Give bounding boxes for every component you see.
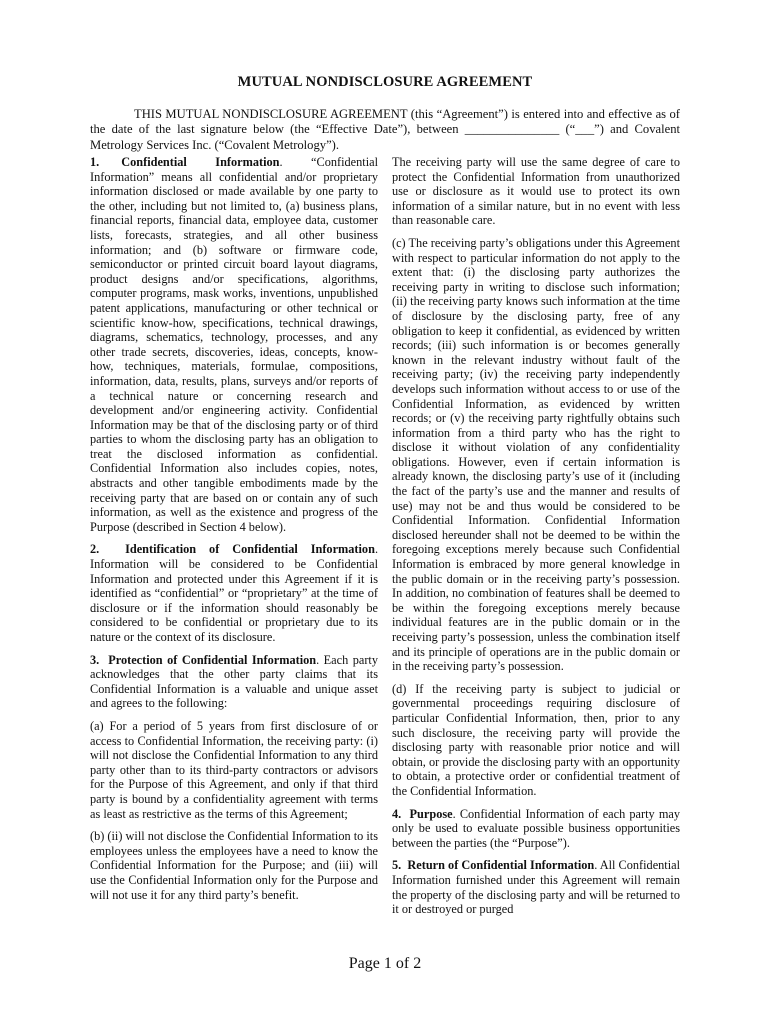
- section-1-number: 1.: [90, 155, 100, 169]
- section-3-body: . Each party acknowledges that the other party claims that its Confidential Information is a valuable and unique asset and agrees to the following:: [90, 652, 378, 711]
- section-1-body: . “Confidential Information” means all confidential and/or proprietary information disclosed or made available by one party to the other, including but not limited to, (a) business plans, financial reports, financial data, employee data, customer lists, forecasts, strategies, and all other business information; and (b) software or firmware code, semiconductor or printed circuit board layout diagrams, product designs and/or specifications, algorithms, computer programs, mask works, inventions, unpublished patent applications, manufacturing or other technical or scientific know-how, specifications, technical drawings, diagrams, schematics, technology, processes, and any other trade secrets, discoveries, ideas, concepts, know-how, techniques, materials, formulae, compositions, information, data, results, plans, surveys and/or reports of a technical nature or concerning research and development and/or engineering activity. Confidential Information may be that of the disclosing party or of third parties to whom the disclosing party has an obligation to treat the disclosed information as confidential. Confidential Information also includes copies, notes, abstracts and other tangible embodiments made by the receiving party that are based on or contain any of such information, as well as the existence and progress of the Purpose (described in Section 4 below).: [90, 155, 378, 534]
- left-column: [90, 155, 378, 910]
- document-title: MUTUAL NONDISCLOSURE AGREEMENT: [237, 74, 533, 90]
- section-4-heading: Purpose: [409, 806, 453, 821]
- section-2-number: 2.: [90, 542, 100, 557]
- page-number: Page 1 of 2: [348, 955, 422, 972]
- section-3-number: 3.: [90, 652, 100, 667]
- section-3a: (a) For a period of 5 years from first disclosure of or access to Confidential Information, the receiving party: (i) will not disclose the Confidential Information to any third party other than to its third-party contractors or advisors for the Purpose of this Agreement, and only if that third party is bound by a confidentiality agreement with terms as least as restrictive as the terms of this Agreement;: [90, 718, 378, 821]
- section-5-number: 5.: [392, 858, 402, 873]
- section-2-heading: Identification of Confidential Information: [125, 542, 375, 557]
- section-3-heading: Protection of Confidential Information: [108, 652, 317, 667]
- section-3d: (d) If the receiving party is subject to judicial or governmental proceedings requiring disclosure of particular Confidential Information, then, prior to any such disclosure, the receiving party will provide the disclosing party with reasonable prior notice and will obtain, or provide the disclosing party with an opportunity to obtain, a protective order or confidential treatment of the Confidential Information.: [392, 681, 680, 798]
- section-4-number: 4.: [392, 806, 402, 821]
- section-1-heading: Confidential Information: [121, 155, 280, 169]
- section-5-heading: Return of Confidential Information: [407, 858, 595, 873]
- section-1: [90, 155, 378, 534]
- section-5-body: . All Confidential Information furnished under this Agreement will remain the property of the disclosing party and will be returned to it or destroyed or purged: [392, 858, 681, 917]
- intro-paragraph: [90, 107, 680, 153]
- section-3b: (b) (ii) will not disclose the Confidential Information to its employees unless the employees have a need to know the Confidential Information for the Purpose; and (iii) will use the Confidential Information only for the Purpose and will not use it for any third party’s benefit.: [90, 829, 378, 902]
- section-4-body: . Confidential Information of each party may only be used to evaluate possible business opportunities between the parties (the “Purpose”).: [392, 806, 680, 850]
- section-2: [90, 542, 378, 644]
- section-5: [392, 858, 680, 916]
- section-3c: (c) The receiving party’s obligations under this Agreement with respect to particular information do not apply to the extent that: (i) the disclosing party authorizes the receiving party in writing to disclose such information; (ii) the receiving party knows such information at the time of disclosure by the disclosing party, free of any obligation to keep it confidential, as evidenced by written records; (iii) such information is or becomes generally known in the relevant industry without fault of the receiving party; (iv) the receiving party independently develops such information without access to or use of the Confidential Information, as evidenced by written records; or (v) the receiving party rightfully obtains such information from a third party who has the right to disclose it without violation of any confidentiality obligations. However, even if certain information is already known, the disclosing party’s use of it (including the fact of the party’s use and the manner and results of use) may not be and thus would be considered to be Confidential Information. Confidential Information disclosed hereunder shall not be deemed to be within the foregoing exceptions merely because such Confidential Information is embraced by more general knowledge in the public domain or in the receiving party’s possession. In addition, no combination of features shall be deemed to be within the foregoing exceptions merely because individual features are in the public domain or in the receiving party’s possession, unless the combination itself and its principle of operations are in the public domain or in the receiving party’s possession.: [392, 235, 680, 674]
- section-2-body: . Information will be considered to be Confidential Information and protected under this Agreement if it is identified as “confidential” or “proprietary” at the time of disclosure or if the information should reasonably be considered to be confidential or proprietary due to its nature or the context of its disclosure.: [90, 542, 379, 644]
- section-3: [90, 653, 378, 711]
- care-paragraph: The receiving party will use the same degree of care to protect the Confidential Information from unauthorized use or disclosure as it would use to protect its own information of a similar nature, but in no event with less than reasonable care.: [392, 155, 680, 228]
- right-column: [392, 155, 680, 925]
- intro-text: THIS MUTUAL NONDISCLOSURE AGREEMENT (this “Agreement”) is entered into and effective as of the date of the last signature below (the “Effective Date”), between _______________ (“___”) and Covalent Metrology Services Inc. (“Covalent Metrology”).: [90, 107, 680, 152]
- section-4: [392, 807, 680, 851]
